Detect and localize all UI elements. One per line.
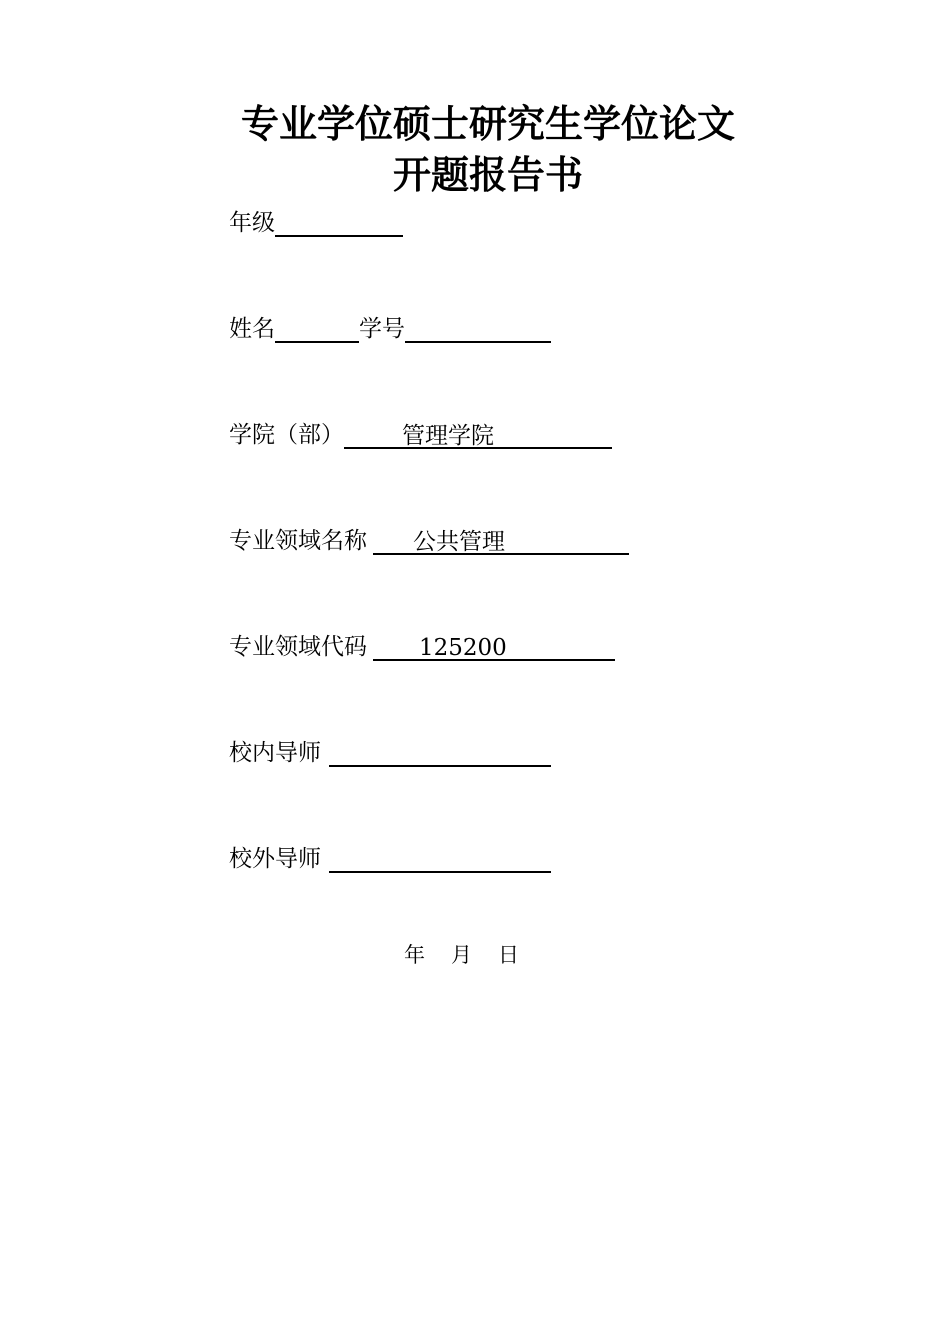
major-code-blank[interactable] <box>373 633 615 661</box>
field-name-id <box>229 314 551 344</box>
student-id-blank[interactable] <box>405 315 551 343</box>
date-day: 日 <box>498 943 519 967</box>
college-blank[interactable] <box>344 421 612 449</box>
college-label: 学院（部） <box>229 422 344 448</box>
date-month: 月 <box>451 943 472 967</box>
field-major-name <box>229 526 629 556</box>
date-line <box>404 940 519 970</box>
field-college <box>229 420 612 450</box>
field-major-code <box>229 632 615 662</box>
field-internal-advisor <box>229 738 551 768</box>
internal-advisor-label: 校内导师 <box>229 740 321 766</box>
field-external-advisor <box>229 844 551 874</box>
major-code-label: 专业领域代码 <box>229 634 367 660</box>
student-id-label: 学号 <box>359 316 405 342</box>
major-name-label: 专业领域名称 <box>229 528 367 554</box>
date-year: 年 <box>404 943 425 967</box>
major-name-value: 公共管理 <box>413 529 505 555</box>
document-title-line2: 开题报告书 <box>392 153 583 197</box>
major-name-blank[interactable] <box>373 527 629 555</box>
grade-blank[interactable] <box>275 209 403 237</box>
external-advisor-label: 校外导师 <box>229 846 321 872</box>
grade-label: 年级 <box>229 210 275 236</box>
document-title-line1: 专业学位硕士研究生学位论文 <box>240 102 735 146</box>
field-grade <box>229 208 403 238</box>
major-code-value: 125200 <box>419 635 507 661</box>
internal-advisor-blank[interactable] <box>329 739 551 767</box>
name-label: 姓名 <box>229 316 275 342</box>
name-blank[interactable] <box>275 315 359 343</box>
college-value: 管理学院 <box>402 423 494 449</box>
external-advisor-blank[interactable] <box>329 845 551 873</box>
